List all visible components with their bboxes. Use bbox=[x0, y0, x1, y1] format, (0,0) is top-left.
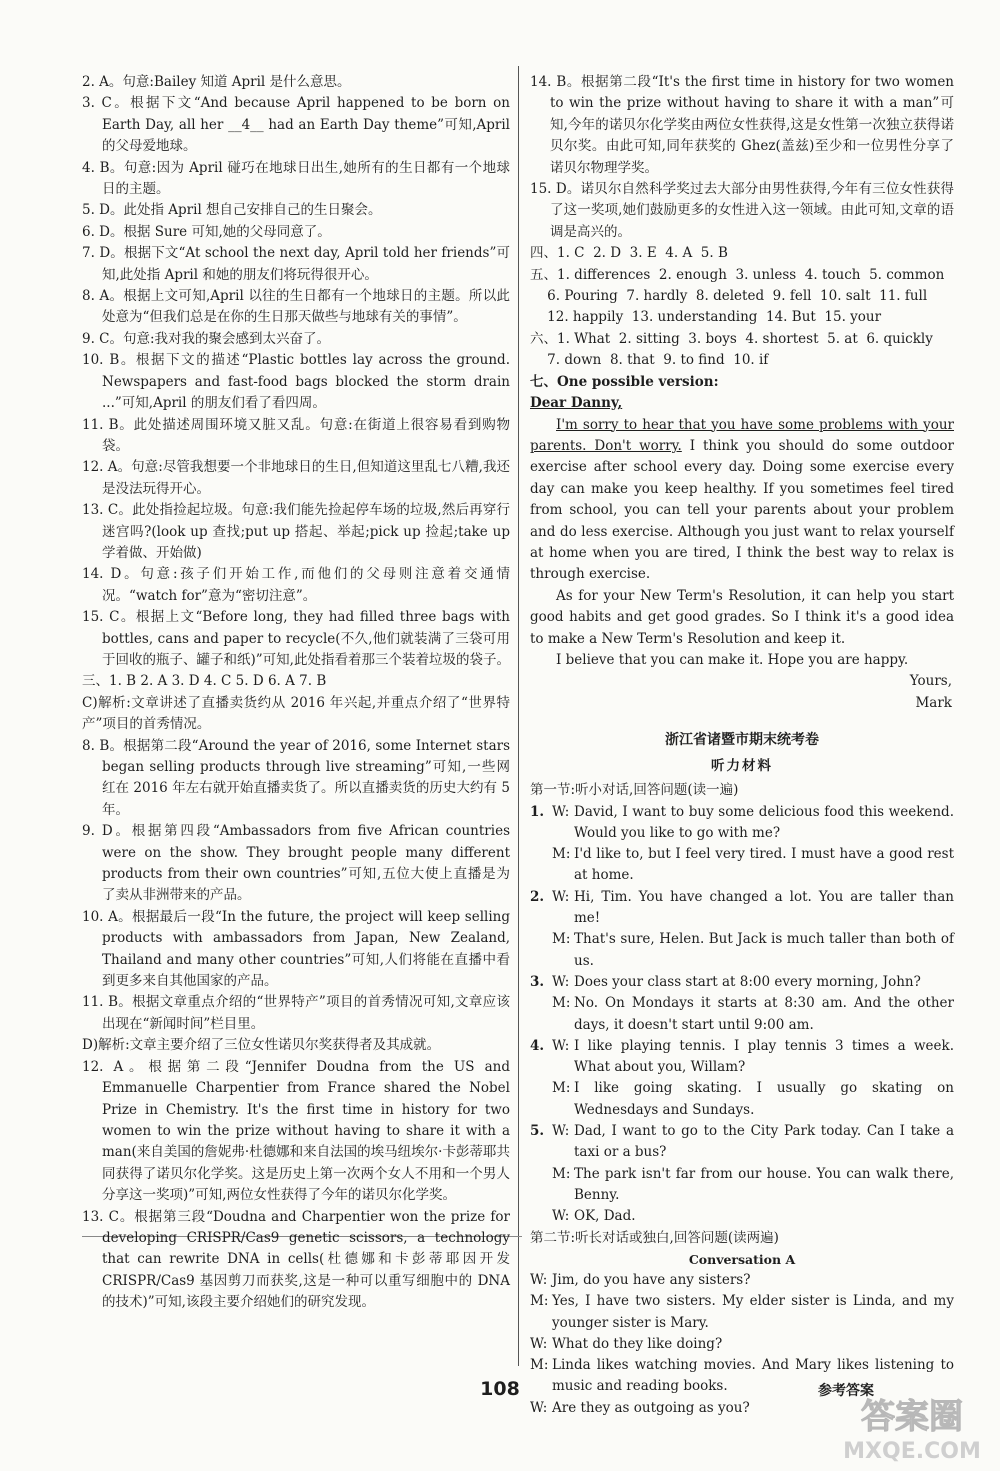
speaker-label: M: bbox=[530, 1357, 549, 1374]
answer-item: 11. B。此处描述周围环境又脏又乱。句意:在街道上很容易看到购物袋。 bbox=[82, 416, 510, 454]
footer-label: 参考答案 bbox=[818, 1383, 874, 1399]
answer-item: 13. C。根据第三段“Doudna and Charpentier won the prize for developing CRISPR/Cas9 genetic scissors, a technology that can rewrite DNA in cells(杜德娜和卡彭蒂耶因开发 CRISPR/Cas9 基因剪刀而获奖,这是一种可以重写细胞中的 DNA 的技术)”可知,该段主要介绍她们的研究发现。 bbox=[82, 1208, 510, 1311]
essay-salutation: Dear Danny, bbox=[530, 395, 623, 412]
speaker-label: W: bbox=[530, 1335, 548, 1352]
dialogue-line bbox=[530, 1206, 954, 1227]
speaker-label: W: bbox=[552, 1037, 570, 1054]
part2-heading: 第二节:听长对话或独白,回答问题(读两遍) bbox=[530, 1229, 779, 1246]
exam-title: 浙江省诸暨市期末统考卷 bbox=[665, 732, 819, 749]
answer-item: 9. D。根据第四段“Ambassadors from five African countries were on the show. They brought people many different products from their own countries”可知,五位大使上直播是为了卖从非洲带来的产品。 bbox=[82, 823, 510, 904]
answer-item: 9. C。句意:我对我的聚会感到太兴奋了。 bbox=[82, 330, 331, 347]
conversation-line bbox=[530, 1270, 954, 1291]
column-divider bbox=[518, 66, 519, 1366]
dialogue-line bbox=[530, 844, 954, 887]
answer-item: 14. D。句意:孩子们开始工作,而他们的父母则注意着交通情况。“watch for”意为“密切注意”。 bbox=[82, 566, 510, 604]
answer-item: 三、1. B 2. A 3. D 4. C 5. D 6. A 7. B bbox=[82, 673, 327, 690]
section-title: 听力材料 bbox=[711, 758, 773, 775]
essay-closing: Yours, bbox=[909, 673, 952, 690]
speaker-label: M: bbox=[552, 995, 571, 1012]
dialogue-text: No. On Mondays it starts at 8:30 am. And the other days, it doesn't start until 9:00 am. bbox=[574, 995, 954, 1033]
essay-paragraph-1 bbox=[530, 415, 954, 586]
watermark-logo-text: 答案圈 bbox=[861, 1397, 963, 1437]
left-column bbox=[82, 72, 510, 1314]
speaker-label: W: bbox=[552, 973, 570, 990]
conversation-text: Jim, do you have any sisters? bbox=[552, 1271, 751, 1288]
answer-item: 13. C。此处指捡起垃圾。句意:我们能先捡起停车场的垃圾,然后再穿行迷宫吗?(look up 查找;put up 搭起、举起;pick up 捡起;take up 学着做、开始做) bbox=[82, 502, 510, 561]
dialogue-line bbox=[530, 1164, 954, 1207]
answer-line: 7. down 8. that 9. to find 10. if bbox=[530, 352, 769, 369]
answer-list-14-15 bbox=[530, 72, 954, 243]
essay-paragraph-2: As for your New Term's Resolution, it can help you start good habits and get good grades. So I think it's a good idea to make a New Term's Resolution and keep it. bbox=[530, 587, 954, 647]
right-column bbox=[530, 72, 954, 1419]
answer-item: 6. D。根据 Sure 可知,她的父母同意了。 bbox=[82, 223, 331, 240]
dialogue-number: 1. bbox=[530, 803, 545, 820]
answer-lines bbox=[530, 243, 954, 371]
speaker-label: W: bbox=[552, 1208, 570, 1225]
dialogue-text: That's sure, Helen. But Jack is much taller than both of us. bbox=[574, 931, 954, 969]
conversation-title: Conversation A bbox=[688, 1251, 796, 1267]
answer-item: 14. B。根据第二段“It's the first time in history for two women to win the prize without having to share it with a man”可知,今年的诺贝尔化学奖由两位女性获得,这是女性第一次独立获得诺贝尔奖。由此可知,同年获奖的 Ghez(盖兹)至少和一位男性分享了诺贝尔物理学奖。 bbox=[530, 74, 954, 176]
dialogue-text: Hi, Tim. You have changed a lot. You are taller than me! bbox=[574, 888, 954, 927]
essay-paragraph-1-text: I think you should do some outdoor exercise after school every day. Doing some exercise every day can make you keep healthy. If you sometimes feel tired from school, you can tell your parents about your problem and do less exercise. Although you just want to relax yourself at home when you are tired, I think the best way to relax is through exercise. bbox=[530, 437, 954, 583]
dialogue-text: I'd like to, but I feel very tired. I must have a good rest at home. bbox=[574, 846, 954, 884]
dialogue-number bbox=[530, 1078, 552, 1121]
essay-heading: 七、One possible version: bbox=[530, 373, 719, 390]
dialogue-number: 5. bbox=[530, 1123, 545, 1140]
essay-paragraph-3: I believe that you can make it. Hope you are happy. bbox=[556, 651, 909, 668]
speaker-label: W: bbox=[552, 888, 570, 905]
dialogue-text: I like going skating. I usually go skating on Wednesdays and Sundays. bbox=[574, 1080, 954, 1118]
answer-item: 12. A。根据第二段“Jennifer Doudna from the US and Emmanuelle Charpentier from France shared the Nobel Prize in Chemistry. It's the first time in history for two women to win the prize without having to share it with a man(来自美国的詹妮弗·杜德娜和来自法国的埃马纽埃尔·卡彭蒂耶共同获得了诺贝尔化学奖。这是历史上第一次两个女人不用和一个男人分享这一奖项)”可知,两位女性获得了今年的诺贝尔化学奖。 bbox=[82, 1058, 510, 1204]
speaker-label: M: bbox=[552, 846, 571, 863]
dialogue-line bbox=[530, 929, 954, 972]
dialogue-text: I like playing tennis. I play tennis 3 times a week. What about you, Willam? bbox=[574, 1037, 954, 1076]
essay-signature: Mark bbox=[915, 694, 952, 711]
dialogue-number: 4. bbox=[530, 1037, 545, 1054]
dialogue-number bbox=[530, 929, 552, 972]
conversation-text: Yes, I have two sisters. My elder sister is Linda, and my younger sister is Mary. bbox=[552, 1293, 954, 1331]
dialogue-text: The park isn't far from our house. You can walk there, Benny. bbox=[574, 1165, 954, 1203]
answer-line: 四、1. C 2. D 3. E 4. A 5. B bbox=[530, 245, 728, 262]
answer-item: 5. D。此处指 April 想自己安排自己的生日聚会。 bbox=[82, 202, 382, 219]
answer-item: 15. C。根据上文“Before long, they had filled three bags with bottles, cans and paper to recycle(不久,他们就装满了三袋可用于回收的瓶子、罐子和纸)”可知,此处指看着那三个装着垃圾的袋子。 bbox=[82, 609, 510, 668]
essay-underlined: I'm sorry to hear that you have some problems with your parents. Don't worry. bbox=[530, 416, 954, 454]
conversation-text: Linda likes watching movies. And Mary likes listening to music and reading books. bbox=[552, 1357, 954, 1395]
speaker-label: M: bbox=[530, 1293, 549, 1310]
conversation-text: What do they like doing? bbox=[552, 1335, 723, 1352]
part1-heading: 第一节:听小对话,回答问题(读一遍) bbox=[530, 782, 739, 799]
answer-item: 11. B。根据文章重点介绍的“世界特产”项目的首秀情况可知,文章应该出现在“新闻时间”栏目里。 bbox=[82, 994, 510, 1032]
dialogue-list bbox=[530, 802, 954, 1228]
dialogue-text: David, I want to buy some delicious food this weekend. Would you like to go with me? bbox=[574, 803, 954, 841]
answer-item: 2. A。句意:Bailey 知道 April 是什么意思。 bbox=[82, 74, 351, 90]
speaker-label: W: bbox=[552, 803, 570, 820]
dialogue-text: Does your class start at 8:00 every morning, John? bbox=[574, 973, 921, 990]
watermark-logo bbox=[832, 1388, 992, 1466]
answer-item: C)解析:文章讲述了直播卖货约从 2016 年兴起,并重点介绍了“世界特产”项目的首秀情况。 bbox=[82, 694, 510, 733]
speaker-label: W: bbox=[530, 1271, 548, 1288]
answer-item: 8. B。根据第二段“Around the year of 2016, some Internet stars began selling products through live streaming”可知,一些网红在 2016 年左右就开始直播卖货了。所以直播卖货的历史大约有 5 年。 bbox=[82, 737, 510, 818]
answer-item: D)解析:文章主要介绍了三位女性诺贝尔奖获得者及其成就。 bbox=[82, 1037, 441, 1054]
speaker-label: M: bbox=[552, 931, 571, 948]
answer-item: 4. B。句意:因为 April 碰巧在地球日出生,她所有的生日都有一个地球日的主题。 bbox=[82, 159, 510, 198]
answer-item: 3. C。根据下文“And because April happened to be born on Earth Day, all her __4__ had an Earth Day theme”可知,April 的父母爱地球。 bbox=[82, 95, 510, 155]
dialogue-line bbox=[530, 993, 954, 1036]
dialogue-line bbox=[530, 887, 954, 930]
conversation-line bbox=[530, 1291, 954, 1334]
dialogue-text: OK, Dad. bbox=[574, 1208, 636, 1225]
dialogue-line bbox=[530, 1036, 954, 1079]
answer-item: 10. B。根据下文的描述“Plastic bottles lay across the ground. Newspapers and fast-food bags blocked the storm drain ...”可知,April 的朋友们看了看四周。 bbox=[82, 352, 510, 412]
dialogue-line bbox=[530, 802, 954, 845]
watermark-url: MXQE.COM bbox=[843, 1439, 981, 1464]
dialogue-line bbox=[530, 972, 954, 993]
speaker-label: M: bbox=[552, 1080, 571, 1097]
page-number: 108 bbox=[480, 1378, 520, 1400]
speaker-label: W: bbox=[552, 1123, 570, 1140]
speaker-label: M: bbox=[552, 1165, 571, 1182]
dialogue-number: 3. bbox=[530, 973, 545, 990]
answer-line: 五、1. differences 2. enough 3. unless 4. touch 5. common bbox=[530, 266, 945, 283]
speaker-label: W: bbox=[530, 1399, 548, 1416]
conversation-line bbox=[530, 1334, 954, 1355]
dialogue-number: 2. bbox=[530, 888, 545, 905]
answer-item: 8. A。根据上文可知,April 以往的生日都有一个地球日的主题。所以此处意为“但我们总是在你的生日那天做些与地球有关的事情”。 bbox=[82, 288, 510, 326]
answer-item: 10. A。根据最后一段“In the future, the project will keep selling products with ambassadors from Japan, New Zealand, Thailand and many other countries”可知,人们将能在直播中看到更多来自其他国家的产品。 bbox=[82, 908, 510, 990]
dialogue-number bbox=[530, 844, 552, 887]
answer-item: 7. D。根据下文“At school the next day, April told her friends”可知,此处指 April 和她的朋友们将玩得很开心。 bbox=[82, 245, 510, 283]
dialogue-line bbox=[530, 1078, 954, 1121]
dialogue-number bbox=[530, 1206, 552, 1227]
answer-item: 12. A。句意:尽管我想要一个非地球日的生日,但知道这里乱七八糟,我还是没法玩得开心。 bbox=[82, 459, 510, 497]
answer-line: 六、1. What 2. sitting 3. boys 4. shortest 5. at 6. quickly bbox=[530, 330, 933, 347]
dialogue-text: Dad, I want to go to the City Park today. Can I take a taxi or a bus? bbox=[574, 1123, 954, 1161]
answer-item: 15. D。诺贝尔自然科学奖过去大部分由男性获得,今年有三位女性获得了这一奖项,她们鼓励更多的女性进入这一领域。由此可知,文章的语调是高兴的。 bbox=[530, 181, 954, 240]
answer-line: 6. Pouring 7. hardly 8. deleted 9. fell 10. salt 11. full bbox=[530, 288, 928, 305]
dialogue-number bbox=[530, 993, 552, 1036]
answer-line: 12. happily 13. understanding 14. But 15. your bbox=[530, 309, 882, 326]
conversation-text: Are they as outgoing as you? bbox=[552, 1399, 750, 1416]
dialogue-number bbox=[530, 1164, 552, 1207]
dialogue-line bbox=[530, 1121, 954, 1164]
